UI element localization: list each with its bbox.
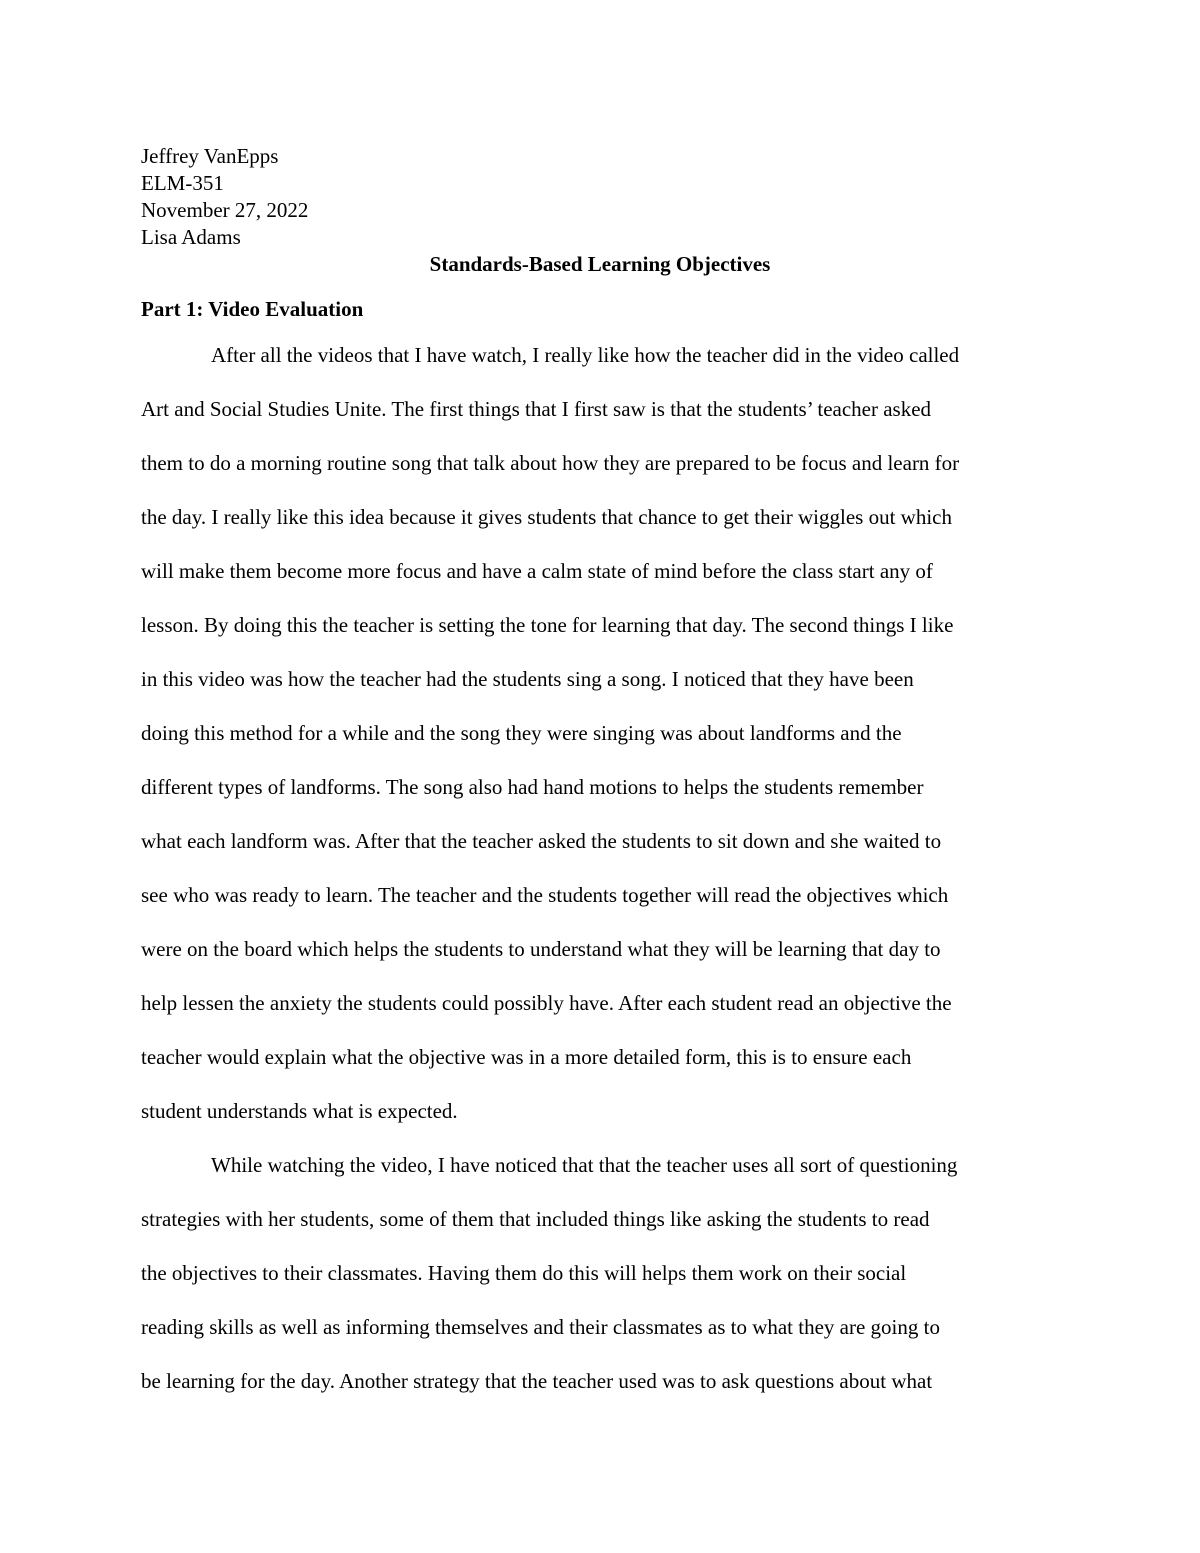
paragraph-line: what each landform was. After that the teacher asked the students to sit down and she waited to [141,829,942,853]
document-date: November 27, 2022 [141,198,309,222]
paragraph-line: were on the board which helps the students to understand what they will be learning that day to [141,937,941,961]
paragraph-line: will make them become more focus and have a calm state of mind before the class start any of [141,559,933,583]
paragraph-line: Art and Social Studies Unite. The first things that I first saw is that the students’ teacher asked [141,397,932,421]
course-code: ELM-351 [141,171,224,195]
paragraph-line: After all the videos that I have watch, I really like how the teacher did in the video called [211,343,960,367]
paragraph-line: lesson. By doing this the teacher is setting the tone for learning that day. The second things I like [141,613,954,637]
paragraph-line: be learning for the day. Another strategy that the teacher used was to ask questions about what [141,1369,933,1393]
section-heading: Part 1: Video Evaluation [141,297,364,321]
paragraph-line: different types of landforms. The song also had hand motions to helps the students remember [141,775,924,799]
paragraph-line: see who was ready to learn. The teacher and the students together will read the objectives which [141,883,949,907]
paragraph-line: teacher would explain what the objective was in a more detailed form, this is to ensure each [141,1045,912,1069]
paragraph-line: the objectives to their classmates. Having them do this will helps them work on their social [141,1261,907,1285]
author-name: Jeffrey VanEpps [141,144,279,168]
paragraph-line: them to do a morning routine song that talk about how they are prepared to be focus and learn for [141,451,960,475]
paragraph-line: student understands what is expected. [141,1099,458,1123]
instructor-name: Lisa Adams [141,225,241,249]
document-body [141,340,1061,1420]
paragraph-line: strategies with her students, some of them that included things like asking the students to read [141,1207,930,1231]
paragraph-line: While watching the video, I have noticed that that the teacher uses all sort of questioning [211,1153,958,1177]
paragraph-line: in this video was how the teacher had the students sing a song. I noticed that they have been [141,667,914,691]
paragraph-line: help lessen the anxiety the students could possibly have. After each student read an objective the [141,991,952,1015]
document-title: Standards-Based Learning Objectives [429,252,771,276]
paragraph-line: the day. I really like this idea because it gives students that chance to get their wiggles out which [141,505,952,529]
document-header [141,143,308,251]
paragraph-line: reading skills as well as informing themselves and their classmates as to what they are going to [141,1315,940,1339]
paragraph-line: doing this method for a while and the song they were singing was about landforms and the [141,721,902,745]
